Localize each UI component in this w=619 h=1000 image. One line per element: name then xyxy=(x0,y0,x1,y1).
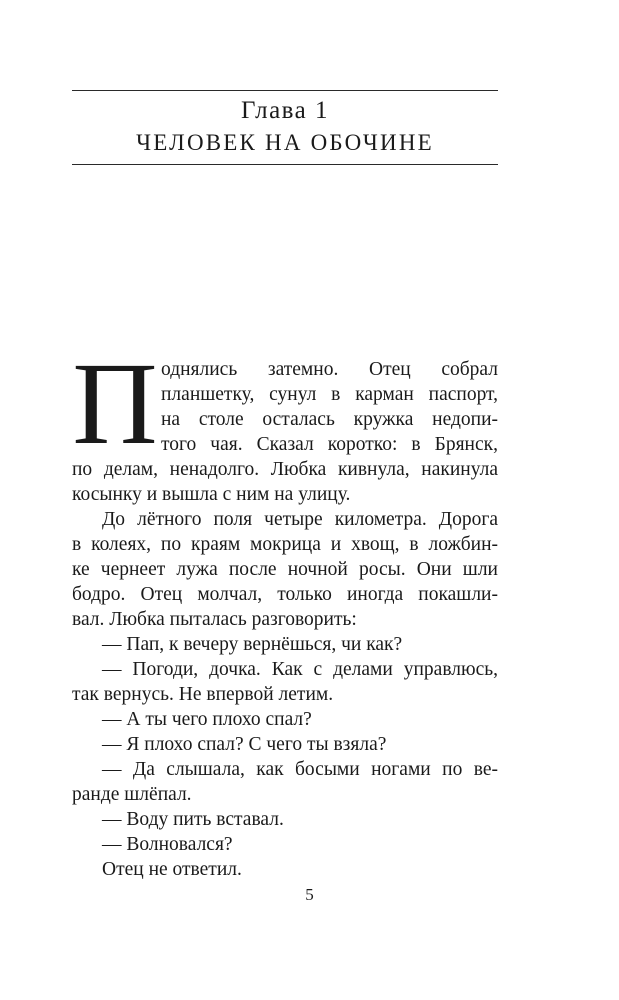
text-line: Отец не ответил. xyxy=(102,859,242,880)
text-line: вал. Любка пыталась разговорить: xyxy=(72,609,357,630)
dialogue-line: — Воду пить вставал. xyxy=(102,809,284,830)
text-line: однялись затемно. Отец собрал xyxy=(161,359,498,380)
text-line: так вернусь. Не впервой летим. xyxy=(72,684,334,705)
text-line: по делам, ненадолго. Любка кивнула, накинула xyxy=(72,459,498,480)
chapter-top-rule xyxy=(72,90,498,91)
dialogue-line: — Пап, к вечеру вернёшься, чи как? xyxy=(102,634,403,655)
text-line: того чая. Сказал коротко: в Брянск, xyxy=(161,434,498,455)
text-line: До лётного поля четыре километра. Дорога xyxy=(102,509,498,530)
text-line: планшетку, сунул в карман паспорт, xyxy=(161,384,498,405)
text-line: в колеях, по краям мокрица и хвощ, в ложбин- xyxy=(72,534,498,555)
dialogue-line: — А ты чего плохо спал? xyxy=(102,709,312,730)
dialogue-line: — Да слышала, как босыми ногами по ве- xyxy=(102,759,498,780)
dialogue-line: — Погоди, дочка. Как с делами управлюсь, xyxy=(102,659,498,680)
drop-cap: П xyxy=(72,338,158,469)
chapter-title: ЧЕЛОВЕК НА ОБОЧИНЕ xyxy=(136,130,434,155)
text-line: ранде шлёпал. xyxy=(72,784,192,805)
text-line: косынку и вышла с ним на улицу. xyxy=(72,484,351,505)
text-line: бодро. Отец молчал, только иногда покашли- xyxy=(72,584,498,605)
chapter-bottom-rule xyxy=(72,164,498,165)
page-number: 5 xyxy=(305,885,314,904)
text-line: ке чернеет лужа после ночной росы. Они шли xyxy=(72,559,498,580)
text-line: на столе осталась кружка недопи- xyxy=(161,409,498,430)
dialogue-line: — Волновался? xyxy=(102,834,233,855)
chapter-number: Глава 1 xyxy=(241,97,329,124)
body-text xyxy=(72,338,498,882)
dialogue-line: — Я плохо спал? С чего ты взяла? xyxy=(102,734,387,755)
